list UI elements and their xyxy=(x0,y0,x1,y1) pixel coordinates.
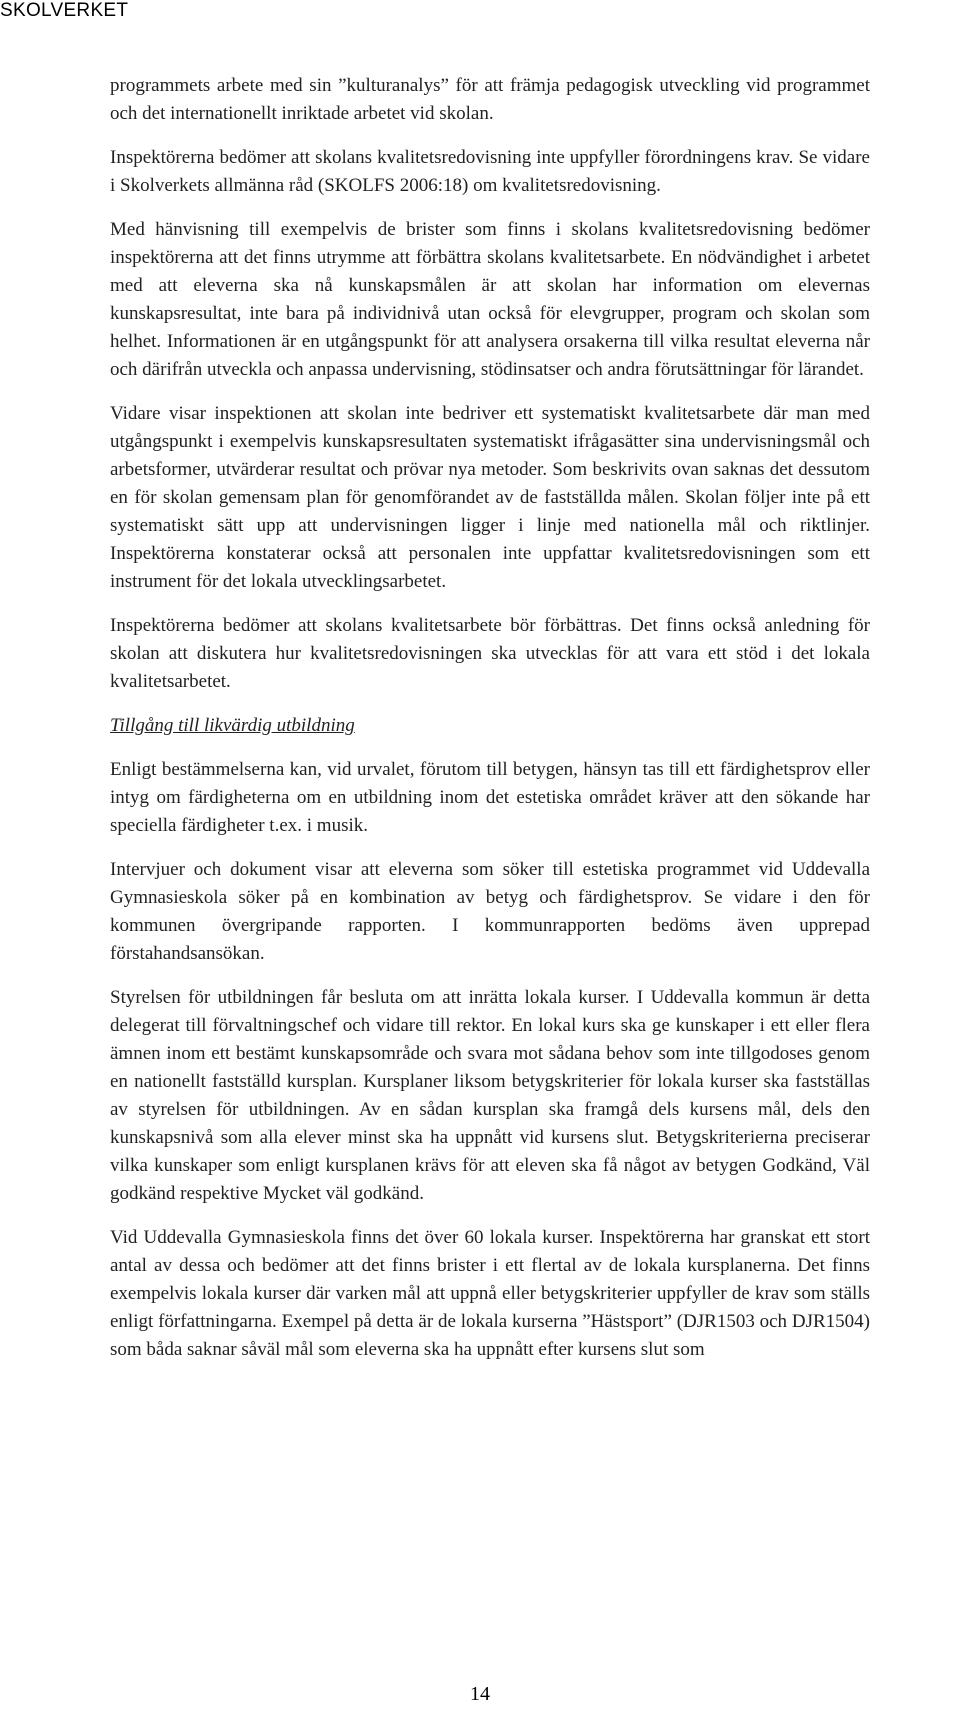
document-header: SKOLVERKET xyxy=(0,0,129,21)
paragraph: Inspektörerna bedömer att skolans kvalitetsarbete bör förbättras. Det finns också anledning för skolan att diskutera hur kvalitetsredovisningen ska utvecklas för att vara ett stöd i det lokala kvalitetsarbetet. xyxy=(110,615,870,692)
paragraph: programmets arbete med sin ”kulturanalys” för att främja pedagogisk utveckling vid programmet och det internationellt inriktade arbetet vid skolan. xyxy=(110,75,870,124)
paragraph: Med hänvisning till exempelvis de brister som finns i skolans kvalitetsredovisning bedömer inspektörerna att det finns utrymme att förbättra skolans kvalitetsarbete. En nödvändighet i arbetet med att eleverna ska nå kunskapsmålen är att skolan har information om elevernas kunskapsresultat, inte bara på individnivå utan också för elevgrupper, program och skolan som helhet. Informationen är en utgångspunkt för att analysera orsakerna till vilka resultat eleverna når och därifrån utveckla och anpassa undervisning, stödinsatser och andra förutsättningar för lärandet. xyxy=(110,219,870,380)
paragraph: Styrelsen för utbildningen får besluta om att inrätta lokala kurser. I Uddevalla kommun är detta delegerat till förvaltningschef och vidare till rektor. En lokal kurs ska ge kunskaper i ett eller flera ämnen inom ett bestämt kunskapsområde och svara mot sådana behov som inte tillgodoses genom en nationellt fastställd kursplan. Kursplaner liksom betygskriterier för lokala kurser ska fastställas av styrelsen för utbildningen. Av en sådan kursplan ska framgå dels kursens mål, dels den kunskapsnivå som alla elever minst ska ha uppnått vid kursens slut. Betygskriterierna preciserar vilka kunskaper som enligt kursplanen krävs för att eleven ska få något av betygen Godkänd, Väl godkänd respektive Mycket väl godkänd. xyxy=(110,987,870,1204)
page-number: 14 xyxy=(470,1683,490,1705)
paragraph: Intervjuer och dokument visar att eleverna som söker till estetiska programmet vid Uddevalla Gymnasieskola söker på en kombination av betyg och färdighetsprov. Se vidare i den för kommunen övergripande rapporten. I kommunrapporten bedöms även upprepad förstahandsansökan. xyxy=(110,859,870,964)
paragraph: Enligt bestämmelserna kan, vid urvalet, förutom till betygen, hänsyn tas till ett färdighetsprov eller intyg om färdigheterna om en utbildning inom det estetiska området kräver att den sökande har speciella färdigheter t.ex. i musik. xyxy=(110,759,870,836)
document-body xyxy=(110,72,870,1380)
section-heading: Tillgång till likvärdig utbildning xyxy=(110,715,355,736)
paragraph: Vidare visar inspektionen att skolan inte bedriver ett systematiskt kvalitetsarbete där man med utgångspunkt i exempelvis kunskapsresultaten systematiskt ifrågasätter sina undervisningsmål och arbetsformer, utvärderar resultat och prövar nya metoder. Som beskrivits ovan saknas det dessutom en för skolan gemensam plan för genomförandet av de fastställda målen. Skolan följer inte på ett systematiskt sätt upp att undervisningen ligger i linje med nationella mål och riktlinjer. Inspektörerna konstaterar också att personalen inte uppfattar kvalitetsredovisningen som ett instrument för det lokala utvecklingsarbetet. xyxy=(110,403,870,592)
paragraph: Inspektörerna bedömer att skolans kvalitetsredovisning inte uppfyller förordningens krav. Se vidare i Skolverkets allmänna råd (SKOLFS 2006:18) om kvalitetsredovisning. xyxy=(110,147,870,196)
paragraph: Vid Uddevalla Gymnasieskola finns det över 60 lokala kurser. Inspektörerna har granskat ett stort antal av dessa och bedömer att det finns brister i ett flertal av de lokala kursplanerna. Det finns exempelvis lokala kurser där varken mål att uppnå eller betygskriterier uppfyller de krav som ställs enligt författningarna. Exempel på detta är de lokala kurserna ”Hästsport” (DJR1503 och DJR1504) som båda saknar såväl mål som eleverna ska ha uppnått efter kursens slut som xyxy=(110,1227,870,1360)
